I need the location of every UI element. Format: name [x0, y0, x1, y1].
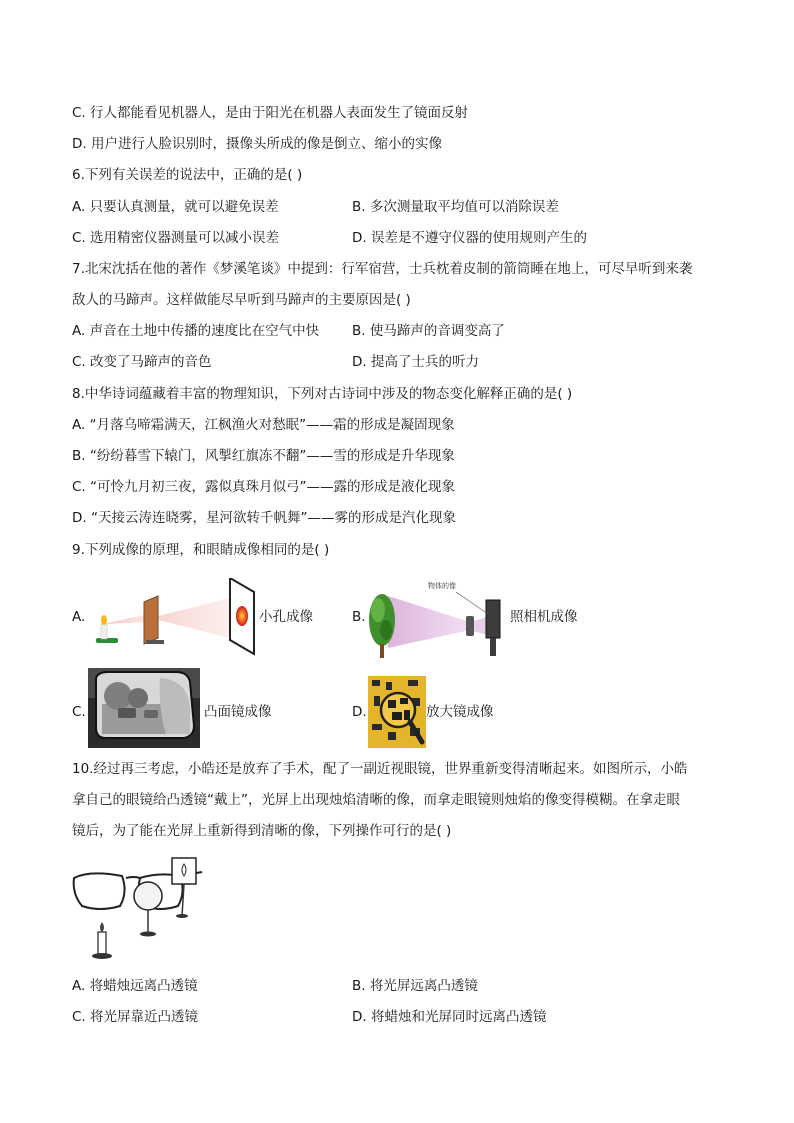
q9-option-c-letter: C.	[72, 704, 86, 720]
q9-option-d-label: 放大镜成像	[426, 704, 494, 720]
q8-option-c: C. “可怜九月初三夜，露似真珠月似弓”——露的形成是液化现象	[72, 479, 455, 495]
q10-option-b: B. 将光屏远离凸透镜	[352, 978, 478, 994]
q9-option-a-letter: A.	[72, 609, 86, 625]
magnifier-figure	[368, 676, 426, 748]
q6-option-c: C. 选用精密仪器测量可以减小误差	[72, 230, 280, 246]
q9-option-d-letter: D.	[352, 704, 367, 720]
q10-option-d: D. 将蜡烛和光屏同时远离凸透镜	[352, 1009, 547, 1025]
q6-option-d: D. 误差是不遵守仪器的使用规则产生的	[352, 230, 587, 246]
q7-stem-line2: 敌人的马蹄声。这样做能尽早听到马蹄声的主要原因是( )	[72, 292, 411, 308]
q9-stem: 9.下列成像的原理，和眼睛成像相同的是( )	[72, 542, 330, 558]
pinhole-camera-figure	[88, 578, 256, 656]
q10-stem-line1: 10.经过再三考虑，小皓还是放弃了手术，配了一副近视眼镜，世界重新变得清晰起来。如图所示，小皓	[72, 761, 688, 777]
q6-option-a: A. 只要认真测量，就可以避免误差	[72, 199, 279, 215]
light-screen-icon	[172, 858, 196, 884]
q6-option-b: B. 多次测量取平均值可以消除误差	[352, 199, 559, 215]
tree-icon	[369, 594, 395, 658]
q9-option-b-label: 照相机成像	[510, 609, 578, 625]
q10-option-a: A. 将蜡烛远离凸透镜	[72, 978, 198, 994]
q9-option-b-letter: B.	[352, 609, 366, 625]
q5-option-c: C. 行人都能看见机器人，是由于阳光在机器人表面发生了镜面反射	[72, 105, 469, 121]
glasses-lens-experiment-figure	[70, 850, 210, 962]
q8-option-b: B. “纷纷暮雪下辕门，风掣红旗冻不翻”——雪的形成是升华现象	[72, 448, 455, 464]
q7-option-b: B. 使马蹄声的音调变高了	[352, 323, 505, 339]
q7-option-d: D. 提高了士兵的听力	[352, 354, 479, 370]
convex-mirror-figure	[88, 668, 200, 748]
q9-option-c-label: 凸面镜成像	[204, 704, 272, 720]
q6-stem: 6.下列有关误差的说法中，正确的是( )	[72, 167, 303, 183]
convex-lens-icon	[134, 882, 162, 910]
q8-option-a: A. “月落乌啼霜满天，江枫渔火对愁眠”——霜的形成是凝固现象	[72, 417, 455, 433]
q10-stem-line2: 拿自己的眼镜给凸透镜“戴上”，光屏上出现烛焰清晰的像，而拿走眼镜则烛焰的像变得模糊。在拿走眼	[72, 792, 680, 808]
camera-figure-caption: 物体的像	[428, 582, 456, 590]
camera-figure	[366, 578, 506, 662]
q8-stem: 8.中华诗词蕴藏着丰富的物理知识，下列对古诗词中涉及的物态变化解释正确的是( )	[72, 386, 573, 402]
q8-option-d: D. “天接云涛连晓雾，星河欲转千帆舞”——雾的形成是汽化现象	[72, 510, 456, 526]
q10-option-c: C. 将光屏靠近凸透镜	[72, 1009, 199, 1025]
q9-option-a-label: 小孔成像	[259, 609, 313, 625]
q7-option-a: A. 声音在土地中传播的速度比在空气中快	[72, 323, 320, 339]
q10-stem-line3: 镜后，为了能在光屏上重新得到清晰的像，下列操作可行的是( )	[72, 823, 452, 839]
q5-option-d: D. 用户进行人脸识别时，摄像头所成的像是倒立、缩小的实像	[72, 136, 442, 152]
candle-icon	[98, 932, 106, 954]
q7-option-c: C. 改变了马蹄声的音色	[72, 354, 212, 370]
q7-stem-line1: 7.北宋沈括在他的著作《梦溪笔谈》中提到：行军宿营，士兵枕着皮制的箭筒睡在地上，可尽早听到来袭	[72, 261, 693, 277]
